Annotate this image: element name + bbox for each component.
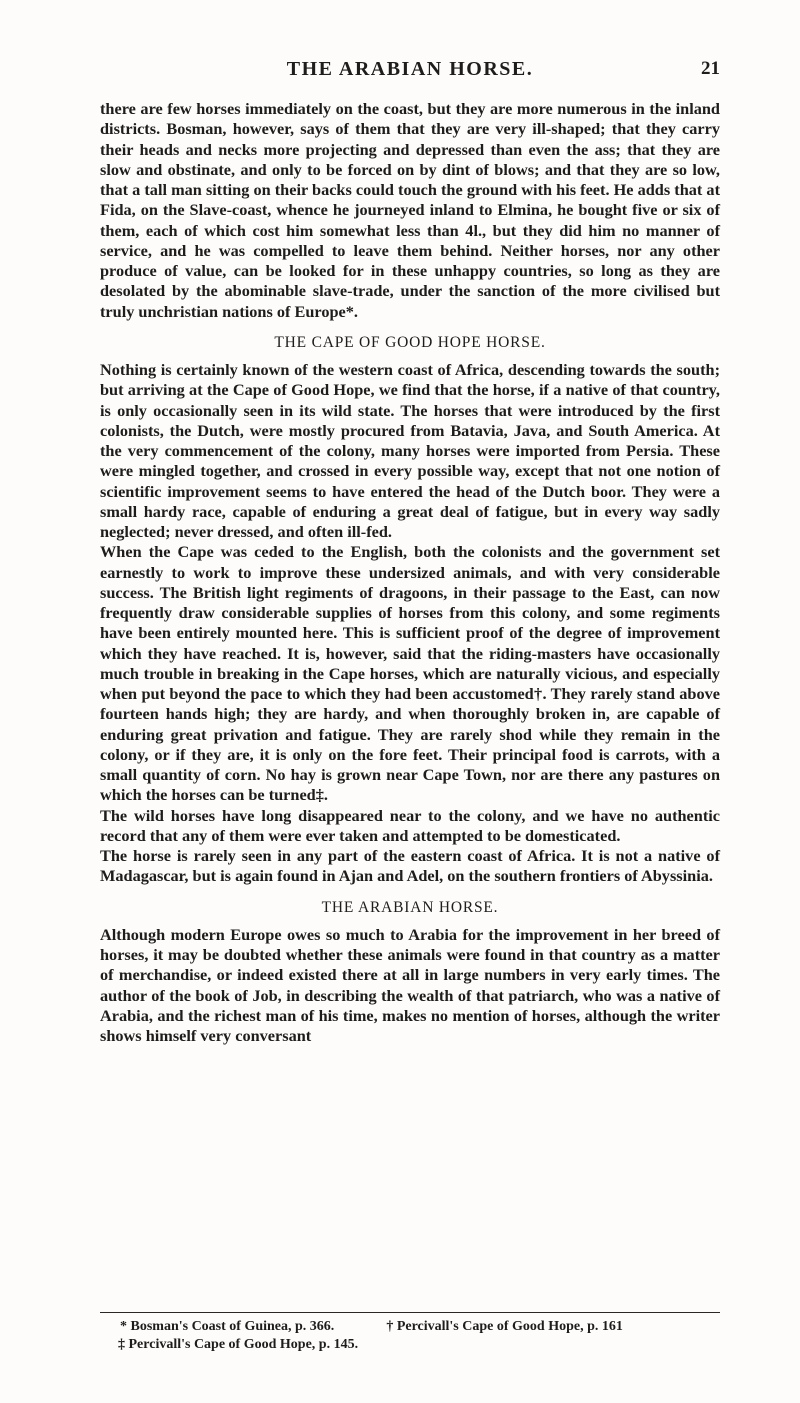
section-heading-arabian-horse: THE ARABIAN HORSE. — [321, 898, 499, 916]
paragraph: Nothing is certainly known of the western coast of Africa, descending towards the south; but arriving at the Cape of Good Hope, we find that the horse, if a native of that country, is only occasionally seen in its wild state. The horses that were introduced by the first colonists, the Dutch, were mostly procured from Batavia, Java, and South America. At the very commencement of the colony, many horses were imported from Persia. These were mingled together, and crossed in every possible way, except that not one notion of scientific improvement seems to have entered the head of the Dutch boor. They were a small hardy race, capable of enduring a great deal of fatigue, but in every way sadly neglected; never dressed, and often ill-fed. — [100, 360, 720, 541]
footnote: † Percivall's Cape of Good Hope, p. 161 — [386, 1319, 623, 1334]
paragraph: Although modern Europe owes so much to Arabia for the improvement in her breed of horses, it may be doubted whether these animals were found in that country as a matter of merchandise, or indeed existed there at all in large numbers in very early times. The author of the book of Job, in describing the wealth of that patriarch, who was a native of Arabia, and the richest man of his time, makes no mention of horses, although the writer shows himself very conversant — [100, 924, 720, 1045]
page-number: 21 — [701, 58, 720, 79]
section-heading-cape-horse: THE CAPE OF GOOD HOPE HORSE. — [274, 333, 546, 351]
running-head: THE ARABIAN HORSE. — [286, 58, 534, 80]
footnote-divider — [100, 1312, 720, 1313]
body-text — [100, 99, 720, 1046]
footnotes — [100, 1318, 720, 1354]
paragraph: The wild horses have long disappeared near to the colony, and we have no authentic record that any of them were ever taken and attempted to be domesticated. — [100, 805, 720, 845]
footnote-row — [100, 1318, 720, 1336]
paragraph: When the Cape was ceded to the English, both the colonists and the government set earnestly to work to improve these undersized animals, and with very considerable success. The British light regiments of dragoons, in their passage to the East, can now frequently draw considerable supplies of horses from this colony, and some regiments have been entirely mounted here. This is sufficient proof of the degree of improvement which they have reached. It is, however, said that the riding-masters have occasionally much trouble in breaking in the Cape horses, which are naturally vicious, and especially when put beyond the pace to which they had been accustomed†. They rarely stand above fourteen hands high; they are hardy, and when thoroughly broken in, are capable of enduring great privation and fatigue. They are rarely shod while they remain in the colony, or if they are, it is only on the fore feet. Their principal food is carrots, with a small quantity of corn. No hay is grown near Cape Town, nor are there any pastures on which the horses can be turned‡. — [100, 542, 720, 805]
footnote: ‡ Percivall's Cape of Good Hope, p. 145. — [118, 1337, 359, 1352]
page-header — [100, 58, 720, 88]
paragraph: The horse is rarely seen in any part of the eastern coast of Africa. It is not a native of Madagascar, but is again found in Ajan and Adel, on the southern frontiers of Abyssinia. — [100, 846, 720, 886]
footnote-row — [100, 1336, 720, 1354]
paragraph: there are few horses immediately on the coast, but they are more numerous in the inland districts. Bosman, however, says of them that they are very ill-shaped; that they carry their heads and necks more projecting and depressed than even the ass; that they are slow and obstinate, and only to be forced on by dint of blows; and that they are so low, that a tall man sitting on their backs could touch the ground with his feet. He adds that at Fida, on the Slave-coast, whence he journeyed inland to Elmina, he bought five or six of them, each of which cost him somewhat less than 4l., but they did him no manner of service, and he was compelled to leave them behind. Neither horses, nor any other produce of value, can be looked for in these unhappy countries, so long as they are desolated by the abominable slave-trade, under the sanction of the more civilised but truly unchristian nations of Europe*. — [100, 99, 720, 321]
footnote: * Bosman's Coast of Guinea, p. 366. — [120, 1319, 335, 1334]
